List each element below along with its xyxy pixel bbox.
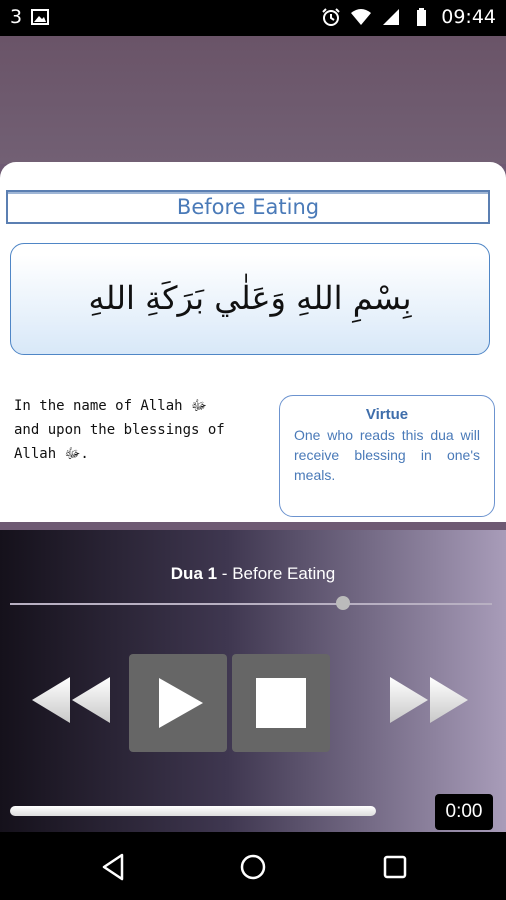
notification-count: 3	[10, 6, 23, 28]
fast-forward-button[interactable]	[390, 675, 468, 725]
play-icon	[129, 654, 227, 752]
top-background	[0, 36, 506, 164]
virtue-box	[279, 395, 495, 517]
virtue-text: One who reads this dua will receive blessing in one's meals.	[294, 427, 480, 483]
dua-meaning: In the name of Allah ﷻ and upon the blessings of Allah ﷻ.	[14, 398, 225, 462]
home-icon[interactable]	[238, 852, 268, 882]
status-bar	[0, 0, 506, 36]
dua-title-box	[6, 190, 490, 224]
elapsed-time: 0:00	[435, 794, 493, 830]
alarm-icon	[321, 7, 341, 27]
seek-bar[interactable]	[10, 603, 492, 605]
rewind-button[interactable]	[32, 675, 110, 725]
clock: 09:44	[441, 6, 496, 28]
track-number: Dua 1	[170, 564, 218, 583]
navigation-bar	[0, 832, 506, 900]
play-button[interactable]	[129, 654, 227, 752]
track-label	[0, 564, 506, 584]
image-icon	[30, 7, 50, 27]
audio-player	[0, 530, 506, 832]
track-title: Before Eating	[232, 564, 336, 583]
virtue-title: Virtue	[365, 406, 409, 423]
playback-progress-bar[interactable]	[10, 806, 376, 816]
arabic-text: بِسْمِ اللهِ وَعَلٰي بَرَكَةِ اللهِ	[88, 279, 412, 317]
recents-icon[interactable]	[380, 852, 410, 882]
wifi-icon	[351, 7, 371, 27]
track-separator: -	[217, 564, 233, 583]
stop-icon	[256, 678, 306, 728]
dua-title: Before Eating	[176, 195, 320, 219]
back-icon[interactable]	[98, 852, 128, 882]
signal-icon	[381, 7, 401, 27]
battery-icon	[411, 7, 431, 27]
stop-button[interactable]	[232, 654, 330, 752]
arabic-text-box	[10, 243, 490, 355]
seek-thumb[interactable]	[336, 596, 350, 610]
